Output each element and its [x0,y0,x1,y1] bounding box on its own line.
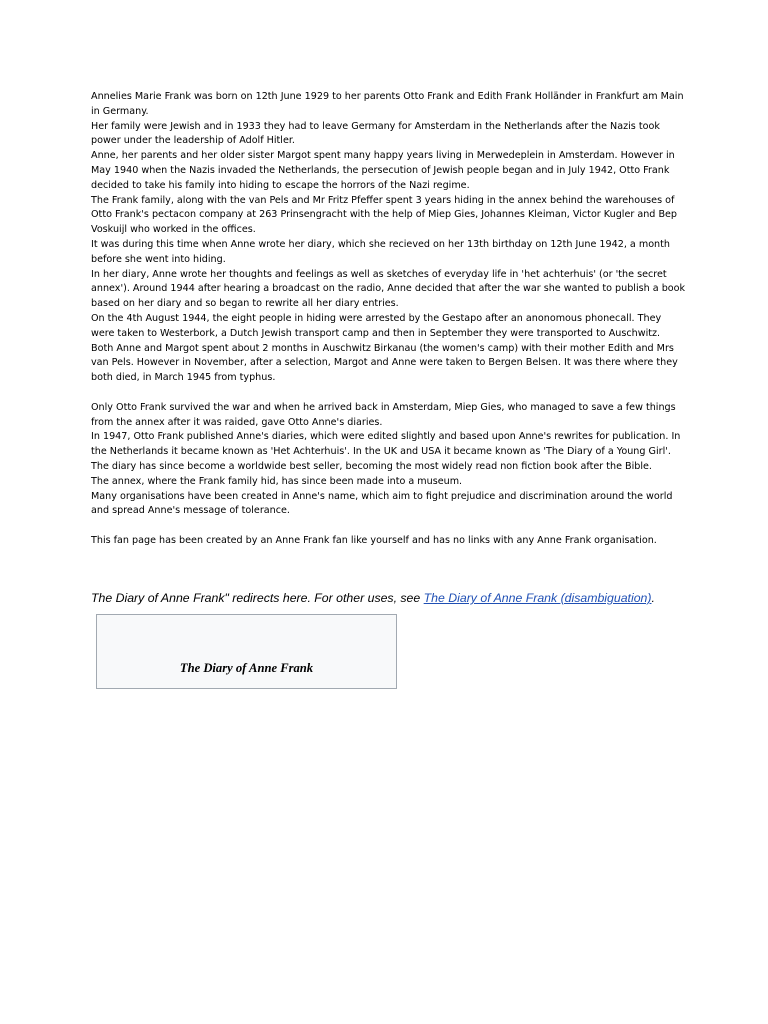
redirect-hatnote-suffix: . [651,591,655,605]
paragraph-birth: Annelies Marie Frank was born on 12th June 1929 to her parents Otto Frank and Edith Frank Holländer in Frankfurt am Main in Germany. [91,91,684,117]
redirect-hatnote [91,590,711,607]
infobox [96,614,397,689]
infobox-title: The Diary of Anne Frank [179,661,314,675]
paragraph-family-leaves-germany: Her family were Jewish and in 1933 they had to leave Germany for Amsterdam in the Netherlands after the Nazis took power under the leadership of Adolf Hitler. [91,120,660,147]
paragraph-publication: In 1947, Otto Frank published Anne's diaries, which were edited slightly and based upon Anne's rewrites for publication. In the Netherlands it became known as 'Het Achterhuis'. In the UK and USA it became known as 'The Diary of a Young Girl'. [91,431,681,458]
article-body [91,90,686,549]
paragraph-hiding-annex: The Frank family, along with the van Pels and Mr Fritz Pfeffer spent 3 years hiding in the annex behind the warehouses of Otto Frank's pectacon company at 263 Prinsengracht with the help of Miep Gies, Johannes Kleiman, Victor Kugler and Bep Voskuijl who worked in the offices. [91,194,678,236]
paragraph-arrest: On the 4th August 1944, the eight people in hiding were arrested by the Gestapo after an anonomous phonecall. They were taken to Westerbork, a Dutch Jewish transport camp and then in September they were transported to Auschwitz. [91,312,662,339]
infobox-corner-mark [96,614,97,623]
paragraph-diary-gift: It was during this time when Anne wrote her diary, which she recieved on her 13th birthday on 12th June 1942, a month before she went into hiding. [91,238,670,265]
disambiguation-link[interactable]: The Diary of Anne Frank (disambiguation) [423,591,652,605]
paragraph-amsterdam-years: Anne, her parents and her older sister Margot spent many happy years living in Merwedeplein in Amsterdam. However in May 1940 when the Nazis invaded the Netherlands, the persecution of Jewish people began and in July 1942, Otto Frank decided to take his family into hiding to escape the horrors of the Nazi regime. [91,150,675,191]
paragraph-diary-writing: In her diary, Anne wrote her thoughts and feelings as well as sketches of everyday life in 'het achterhuis' (or 'the secret annex'). Around 1944 after hearing a broadcast on the radio, Anne decided that after the war she wanted to publish a book based on her diary and so began to rewrite all her diary entries. [91,268,686,310]
paragraph-otto-survives: Only Otto Frank survived the war and when he arrived back in Amsterdam, Miep Gies, who managed to save a few things from the annex after it was raided, gave Otto Anne's diaries. [91,401,676,428]
paragraph-best-seller: The diary has since become a worldwide best seller, becoming the most widely read non fiction book after the Bible. [91,460,652,472]
paragraph-fan-page-note: This fan page has been created by an Anne Frank fan like yourself and has no links with any Anne Frank organisation. [91,534,657,546]
paragraph-museum: The annex, where the Frank family hid, has since been made into a museum. [91,475,463,487]
redirect-hatnote-prefix: The Diary of Anne Frank" redirects here. For other uses, see [91,591,424,605]
paragraph-organisations: Many organisations have been created in Anne's name, which aim to fight prejudice and discrimination around the world and spread Anne's message of tolerance. [91,490,673,517]
paragraph-bergen-belsen: Both Anne and Margot spent about 2 months in Auschwitz Birkanau (the women's camp) with their mother Edith and Mrs van Pels. However in November, after a selection, Margot and Anne were taken to Bergen Belsen. It was there where they both died, in March 1945 from typhus. [91,342,678,384]
